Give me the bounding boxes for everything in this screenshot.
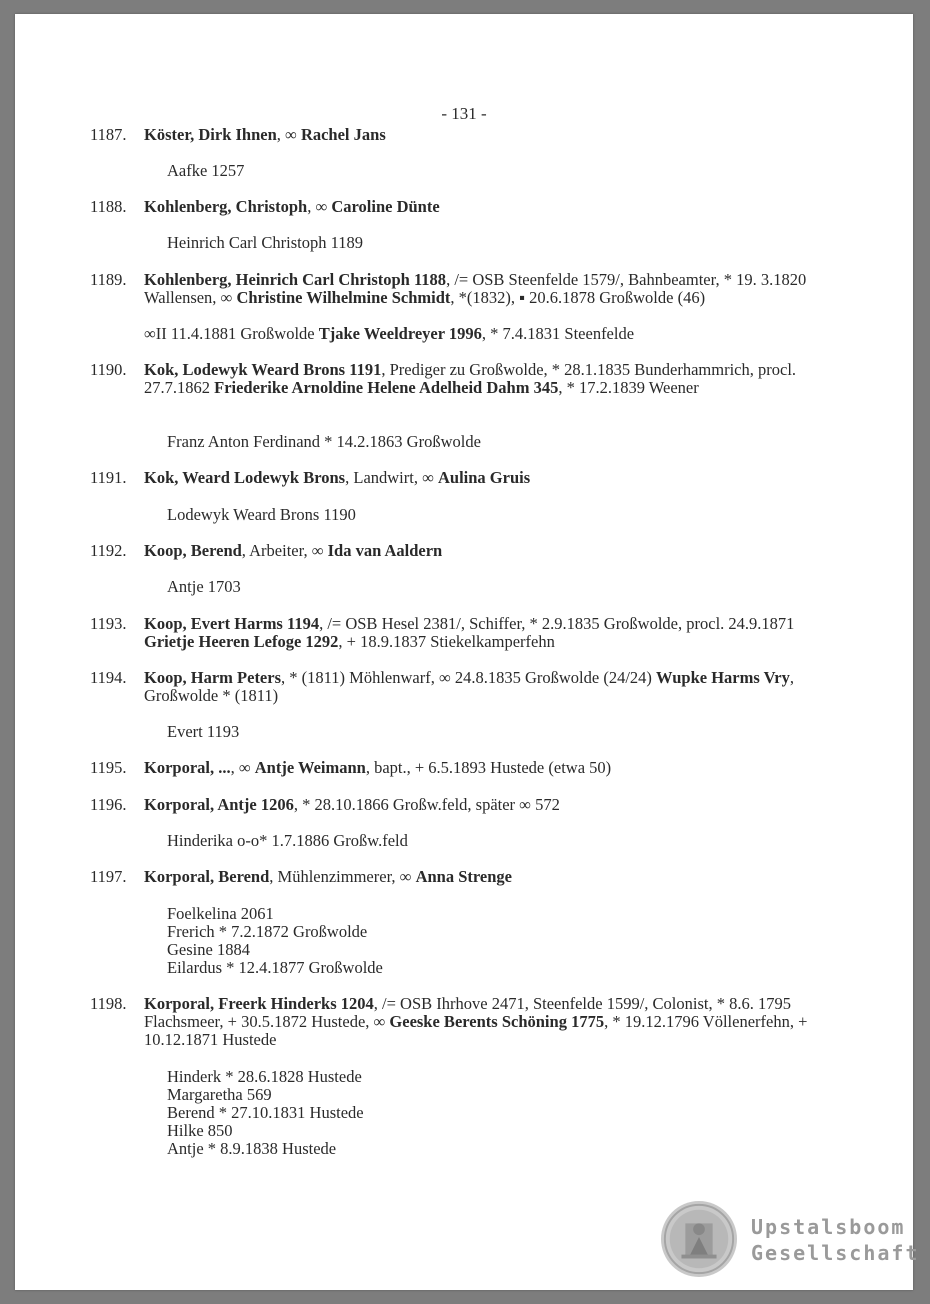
entry-number: 1191. xyxy=(90,468,127,487)
society-logo-text xyxy=(751,1214,920,1266)
child-line: Berend * 27.10.1831 Hustede xyxy=(167,1103,364,1122)
entry-number: 1197. xyxy=(90,867,127,886)
entry-detail: , * 19.12.1796 Völlenerfehn, + 10.12.1871 Hustede xyxy=(144,1012,808,1049)
entry-1189-marriage-2 xyxy=(90,325,820,343)
entry-1191 xyxy=(90,469,820,487)
entry-detail: , * 7.4.1831 Steenfelde xyxy=(481,324,635,343)
entry-number: 1187. xyxy=(90,125,127,144)
child-line: Foelkelina 2061 xyxy=(167,904,274,923)
person-name: Antje Weimann xyxy=(254,758,366,777)
child-line: Margaretha 569 xyxy=(167,1085,272,1104)
person-name: Köster, Dirk Ihnen xyxy=(144,125,277,144)
person-name: Wupke Harms Vry xyxy=(656,668,790,687)
person-name: Rachel Jans xyxy=(300,125,386,144)
entry-number: 1196. xyxy=(90,795,127,814)
entry-1197 xyxy=(90,868,820,886)
entry-text xyxy=(144,542,820,560)
person-name: Korporal, Freerk Hinderks 1204 xyxy=(144,994,374,1013)
child-line: Frerich * 7.2.1872 Großwolde xyxy=(167,922,368,941)
entry-detail: , * (1811) Möhlenwarf, ∞ 24.8.1835 Großwolde (24/24) xyxy=(281,668,657,687)
entry-detail: , + 18.9.1837 Stiekelkamperfehn xyxy=(338,632,555,651)
entry-detail: , /= OSB Steenfelde 1579/, Bahnbeamter, * 19. 3.1820 Wallensen, ∞ xyxy=(144,270,807,307)
document-page xyxy=(15,14,920,1290)
entry-number: 1198. xyxy=(90,994,127,1013)
entry-detail: ∞II 11.4.1881 Großwolde xyxy=(144,324,319,343)
child-line: Lodewyk Weard Brons 1190 xyxy=(167,505,356,524)
entry-detail: , * 28.10.1866 Großw.feld, später ∞ 572 xyxy=(293,795,560,814)
entry-1189 xyxy=(90,271,820,307)
person-name: Tjake Weeldreyer 1996 xyxy=(318,324,482,343)
entry-text xyxy=(144,126,820,144)
page-number: - 131 - xyxy=(441,104,487,123)
entry-detail: , ∞ xyxy=(276,125,301,144)
children-1196 xyxy=(167,832,408,850)
child-line: Hilke 850 xyxy=(167,1121,233,1140)
entry-1188 xyxy=(90,198,820,216)
children-1191 xyxy=(167,506,356,524)
entry-1196 xyxy=(90,796,820,814)
child-line: Eilardus * 12.4.1877 Großwolde xyxy=(167,958,383,977)
entry-text xyxy=(144,469,820,487)
entry-text xyxy=(144,868,820,886)
entry-detail: , *(1832), ▪ 20.6.1878 Großwolde (46) xyxy=(450,288,706,307)
entry-1192 xyxy=(90,542,820,560)
entry-text xyxy=(144,325,820,343)
children-1188 xyxy=(167,234,363,252)
entry-detail: , /= OSB Ihrhove 2471, Steenfelde 1599/, Colonist, * 8.6. 1795 Flachsmeer, + 30.5.1872 Hustede, ∞ xyxy=(144,994,791,1031)
entry-number: 1193. xyxy=(90,614,127,633)
entry-1198 xyxy=(90,995,820,1049)
children-1194 xyxy=(167,723,239,741)
entry-detail: , ∞ xyxy=(307,197,332,216)
person-name: Kohlenberg, Christoph xyxy=(144,197,308,216)
person-name: Korporal, Antje 1206 xyxy=(144,795,294,814)
person-name: Ida van Aaldern xyxy=(327,541,443,560)
entry-text xyxy=(144,796,820,814)
children-1197 xyxy=(167,905,383,977)
person-name: Grietje Heeren Lefoge 1292 xyxy=(144,632,339,651)
entry-number: 1195. xyxy=(90,758,127,777)
child-line: Hinderika o-o* 1.7.1886 Großw.feld xyxy=(167,831,408,850)
entry-detail: , Großwolde * (1811) xyxy=(144,668,795,705)
entry-number: 1190. xyxy=(90,360,127,379)
entry-1194 xyxy=(90,669,820,705)
entry-detail: , Arbeiter, ∞ xyxy=(241,541,328,560)
children-1192 xyxy=(167,578,241,596)
entry-detail: , bapt., + 6.5.1893 Hustede (etwa 50) xyxy=(365,758,612,777)
entry-1187 xyxy=(90,126,820,144)
person-name: Koop, Harm Peters xyxy=(144,668,282,687)
person-name: Geeske Berents Schöning 1775 xyxy=(389,1012,605,1031)
child-line: Franz Anton Ferdinand * 14.2.1863 Großwolde xyxy=(167,432,481,451)
entry-1195 xyxy=(90,759,820,777)
entry-1190 xyxy=(90,361,820,397)
entry-detail: , Mühlenzimmerer, ∞ xyxy=(269,867,416,886)
upstalsboom-seal-icon xyxy=(660,1200,738,1278)
entry-text xyxy=(144,615,820,651)
entry-number: 1194. xyxy=(90,668,127,687)
entry-detail: , /= OSB Hesel 2381/, Schiffer, * 2.9.1835 Großwolde, procl. 24.9.1871 xyxy=(319,614,795,633)
logo-line-2: Gesellschaft xyxy=(751,1241,920,1265)
children-1187 xyxy=(167,162,244,180)
child-line: Antje * 8.9.1838 Hustede xyxy=(167,1139,337,1158)
children-1198 xyxy=(167,1068,364,1158)
person-name: Koop, Evert Harms 1194 xyxy=(144,614,320,633)
person-name: Caroline Dünte xyxy=(331,197,440,216)
child-line: Antje 1703 xyxy=(167,577,241,596)
entry-1193 xyxy=(90,615,820,651)
child-line: Aafke 1257 xyxy=(167,161,245,180)
entry-detail: , Prediger zu Großwolde, * 28.1.1835 Bunderhammrich, procl. 27.7.1862 xyxy=(144,360,797,397)
child-line: Hinderk * 28.6.1828 Hustede xyxy=(167,1067,362,1086)
entry-text xyxy=(144,361,820,397)
entry-text xyxy=(144,759,820,777)
person-name: Koop, Berend xyxy=(144,541,242,560)
person-name: Aulina Gruis xyxy=(437,468,531,487)
person-name: Anna Strenge xyxy=(415,867,512,886)
person-name: Kok, Weard Lodewyk Brons xyxy=(144,468,346,487)
entry-text xyxy=(144,669,820,705)
person-name: Kok, Lodewyk Weard Brons 1191 xyxy=(144,360,382,379)
entry-number: 1192. xyxy=(90,541,127,560)
person-name: Korporal, Berend xyxy=(144,867,270,886)
person-name: Kohlenberg, Heinrich Carl Christoph 1188 xyxy=(144,270,447,289)
entry-text xyxy=(144,271,820,307)
person-name: Korporal, ... xyxy=(144,758,231,777)
entry-text xyxy=(144,995,820,1049)
entry-number: 1189. xyxy=(90,270,127,289)
person-name: Friederike Arnoldine Helene Adelheid Dahm 345 xyxy=(214,378,559,397)
entry-text xyxy=(144,198,820,216)
entry-detail: , ∞ xyxy=(230,758,255,777)
entry-detail: , Landwirt, ∞ xyxy=(345,468,438,487)
child-line: Evert 1193 xyxy=(167,722,240,741)
entry-detail: , * 17.2.1839 Weener xyxy=(558,378,699,397)
logo-line-1: Upstalsboom xyxy=(751,1215,906,1239)
child-line: Gesine 1884 xyxy=(167,940,250,959)
children-1190 xyxy=(167,433,481,451)
child-line: Heinrich Carl Christoph 1189 xyxy=(167,233,363,252)
person-name: Christine Wilhelmine Schmidt xyxy=(236,288,451,307)
entry-number: 1188. xyxy=(90,197,127,216)
